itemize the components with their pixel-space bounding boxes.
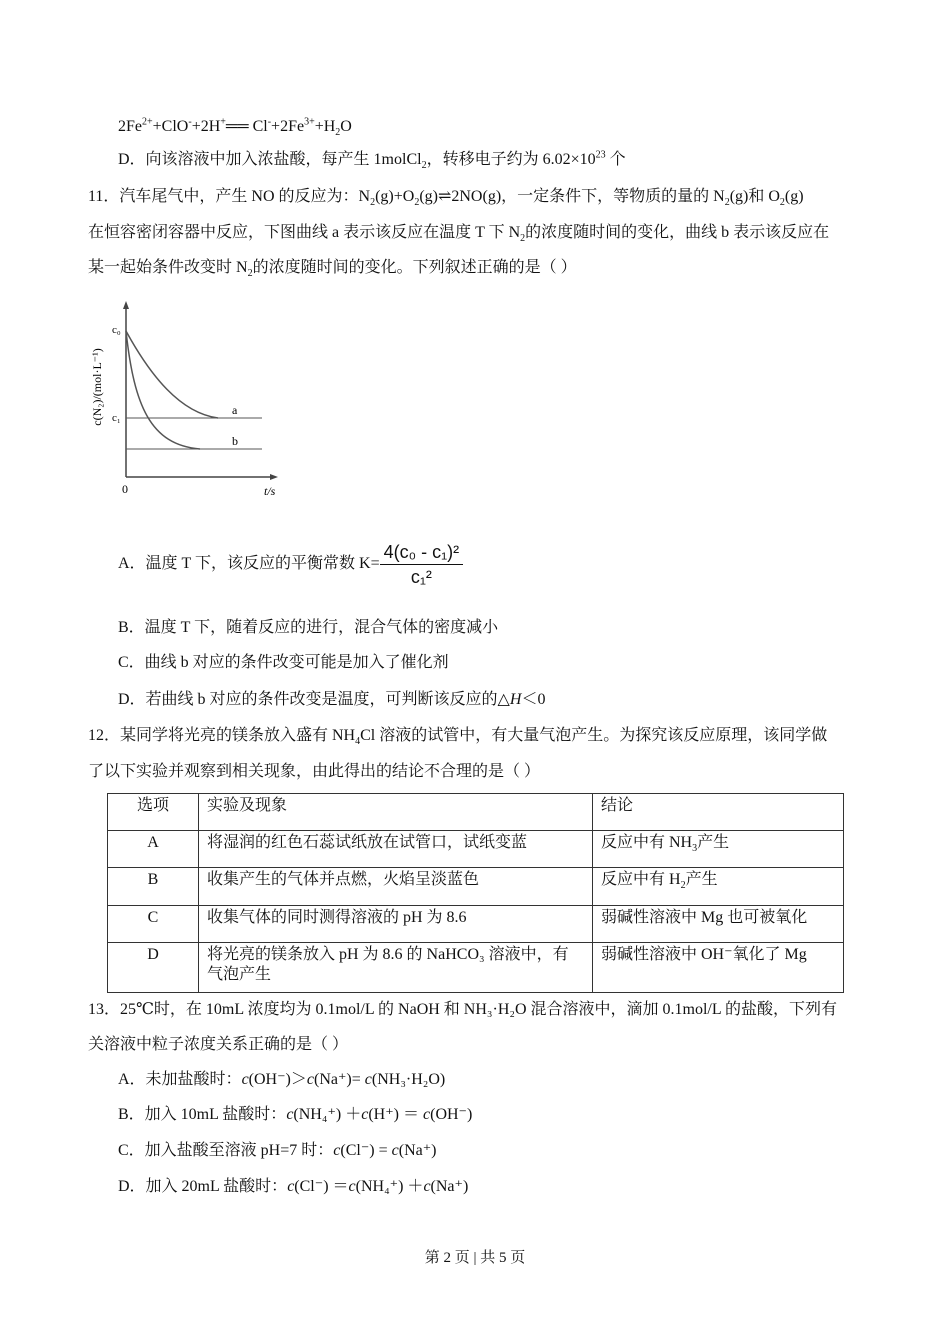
row-experiment: 收集气体的同时测得溶液的 pH 为 8.6 bbox=[199, 906, 593, 943]
q13-option-c: C．加入盐酸至溶液 pH=7 时：c(Cl⁻) = c(Na⁺) bbox=[118, 1142, 437, 1159]
row-conclusion: 弱碱性溶液中 Mg 也可被氧化 bbox=[593, 906, 844, 943]
row-conclusion: 反应中有 $NH_3$产生 bbox=[593, 831, 844, 868]
row-option: C bbox=[108, 906, 199, 943]
equation-line: $2Fe^{2+}+ClO^-+2H^+══$ $Cl^-+2Fe^{3+}+H_2O$ bbox=[118, 116, 352, 139]
table-row bbox=[108, 831, 844, 868]
q13-option-b: B．加入 10mL 盐酸时：c(NH₄⁺) ＋c(H⁺) ＝ c(OH⁻) bbox=[118, 1106, 473, 1123]
q11-option-b: B．温度 T 下，随着反应的进行，混合气体的密度减小 bbox=[118, 619, 499, 636]
c1-label: c₁ bbox=[112, 412, 121, 424]
equilibrium-constant-fraction: $\frac{\text{4(c₀ - c₁)²}}{\text{c₁²}}$ bbox=[380, 540, 464, 589]
q13-stem-line2: 关溶液中粒子浓度关系正确的是（ ） bbox=[88, 1036, 349, 1053]
x-axis-label: t/s bbox=[264, 484, 276, 498]
row-experiment: 收集产生的气体并点燃，火焰呈淡蓝色 bbox=[199, 868, 593, 906]
c0-label: c₀ bbox=[112, 324, 121, 336]
q11-stem-line2: 在恒容密闭容器中反应，下图曲线 a 表示该反应在温度 T 下 $N_2$的浓度随时间的变化，曲线 b 表示该反应在 bbox=[88, 224, 830, 245]
q12-table bbox=[107, 793, 844, 993]
q11-option-c: C．曲线 b 对应的条件改变可能是加入了催化剂 bbox=[118, 654, 449, 671]
q11-stem-line1: 11．汽车尾气中，产生 NO 的反应为：$N_2(g)+O_2(g)\rightleftharpoons 2NO(g)$，一定条件下，等物质的量的 $N_2(g)$和 $O_2(g)$ bbox=[88, 188, 804, 209]
q13-option-a: A．未加盐酸时：c(OH⁻)＞c(Na⁺)= c(NH₃·H₂O) bbox=[118, 1071, 446, 1088]
header-conclusion: 结论 bbox=[593, 794, 844, 831]
curve-a bbox=[126, 331, 218, 418]
q11-stem-line3: 某一起始条件改变时 $N_2$的浓度随时间的变化。下列叙述正确的是（ ） bbox=[88, 259, 577, 280]
q12-stem-line1: 12．某同学将光亮的镁条放入盛有 $NH_4Cl$ 溶液的试管中，有大量气泡产生。为探究该反应原理，该同学做 bbox=[88, 727, 828, 748]
concentration-time-graph bbox=[90, 295, 310, 515]
q12-stem-line2: 了以下实验并观察到相关现象，由此得出的结论不合理的是（ ） bbox=[88, 763, 541, 780]
q11-option-d: D．若曲线 b 对应的条件改变是温度，可判断该反应的△H＜0 bbox=[118, 691, 546, 708]
q13-option-d: D．加入 20mL 盐酸时：c(Cl⁻) ＝c(NH₄⁺) ＋c(Na⁺) bbox=[118, 1178, 469, 1195]
origin-label: 0 bbox=[122, 482, 128, 496]
row-experiment: 将湿润的红色石蕊试纸放在试管口，试纸变蓝 bbox=[199, 831, 593, 868]
header-experiment: 实验及现象 bbox=[199, 794, 593, 831]
page-footer: 第 2 页 | 共 5 页 bbox=[424, 1250, 526, 1266]
curve-a-label: a bbox=[232, 403, 238, 417]
q13-stem-line1: 13．25℃时，在 10mL 浓度均为 0.1mol/L 的 NaOH 和 NH₃·H₂O 混合溶液中，滴加 0.1mol/L 的盐酸，下列有 bbox=[88, 1001, 838, 1018]
row-conclusion: 弱碱性溶液中 OH⁻氧化了 Mg bbox=[593, 943, 844, 993]
row-experiment: 将光亮的镁条放入 pH 为 8.6 的 NaHCO₃ 溶液中，有气泡产生 bbox=[199, 943, 593, 993]
table-row bbox=[108, 868, 844, 906]
y-axis-arrow bbox=[123, 301, 129, 309]
row-conclusion: 反应中有 $H_2$产生 bbox=[593, 868, 844, 906]
row-option: D bbox=[108, 943, 199, 993]
curve-b-label: b bbox=[232, 434, 238, 448]
q11-option-a: A．温度 T 下，该反应的平衡常数 K= $\frac{\text{4(c₀ - c₁)²}}{\text{c₁²}}$ bbox=[118, 540, 463, 589]
table-row bbox=[108, 906, 844, 943]
x-axis-arrow bbox=[270, 474, 278, 480]
equilibrium-arrow: ⇌ bbox=[437, 188, 452, 205]
row-option: A bbox=[108, 831, 199, 868]
table-header-row bbox=[108, 794, 844, 831]
header-option: 选项 bbox=[108, 794, 199, 831]
q10-option-d: D．向该溶液中加入浓盐酸，每产生 1molCl$_2$，转移电子约为 $6.02\times 10^{23}$ 个 bbox=[118, 149, 626, 172]
table-row bbox=[108, 943, 844, 993]
row-option: B bbox=[108, 868, 199, 906]
y-axis-label: c(N₂)/(mol·L⁻¹) bbox=[90, 348, 104, 426]
